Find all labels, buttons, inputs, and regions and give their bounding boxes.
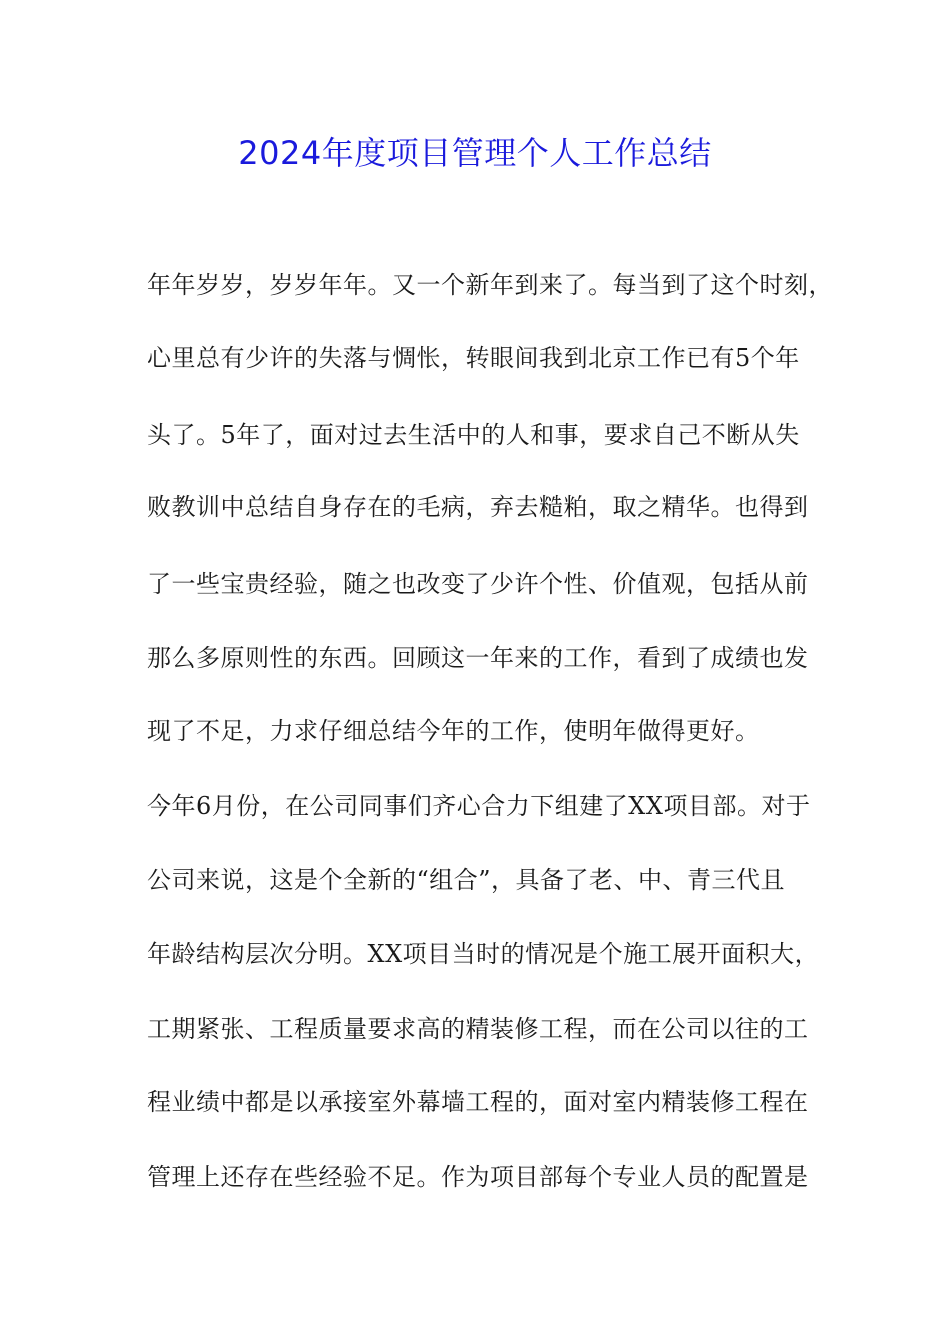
body-line: 了一些宝贵经验，随之也改变了少许个性、价值观，包括从前: [147, 570, 809, 598]
document-title: 2024年度项目管理个人工作总结: [238, 134, 712, 172]
body-line: 心里总有少许的失落与惆怅，转眼间我到北京工作已有5个年: [147, 344, 800, 372]
body-line: 程业绩中都是以承接室外幕墙工程的，面对室内精装修工程在: [147, 1088, 809, 1116]
body-line: 年龄结构层次分明。XX项目当时的情况是个施工展开面积大，: [147, 940, 820, 968]
body-line: 公司来说，这是个全新的“组合”，具备了老、中、青三代且: [147, 866, 786, 894]
body-line: 那么多原则性的东西。回顾这一年来的工作，看到了成绩也发: [147, 644, 809, 672]
body-line: 管理上还存在些经验不足。作为项目部每个专业人员的配置是: [147, 1163, 809, 1191]
body-line: 头了。5年了，面对过去生活中的人和事，要求自己不断从失: [147, 421, 800, 449]
body-line: 年年岁岁，岁岁年年。又一个新年到来了。每当到了这个时刻，: [147, 271, 833, 299]
body-line: 败教训中总结自身存在的毛病，弃去糙粕，取之精华。也得到: [147, 493, 809, 521]
body-line: 今年6月份，在公司同事们齐心合力下组建了XX项目部。对于: [147, 792, 811, 820]
body-line: 工期紧张、工程质量要求高的精装修工程，而在公司以往的工: [147, 1015, 809, 1043]
body-line: 现了不足，力求仔细总结今年的工作，使明年做得更好。: [147, 717, 760, 745]
